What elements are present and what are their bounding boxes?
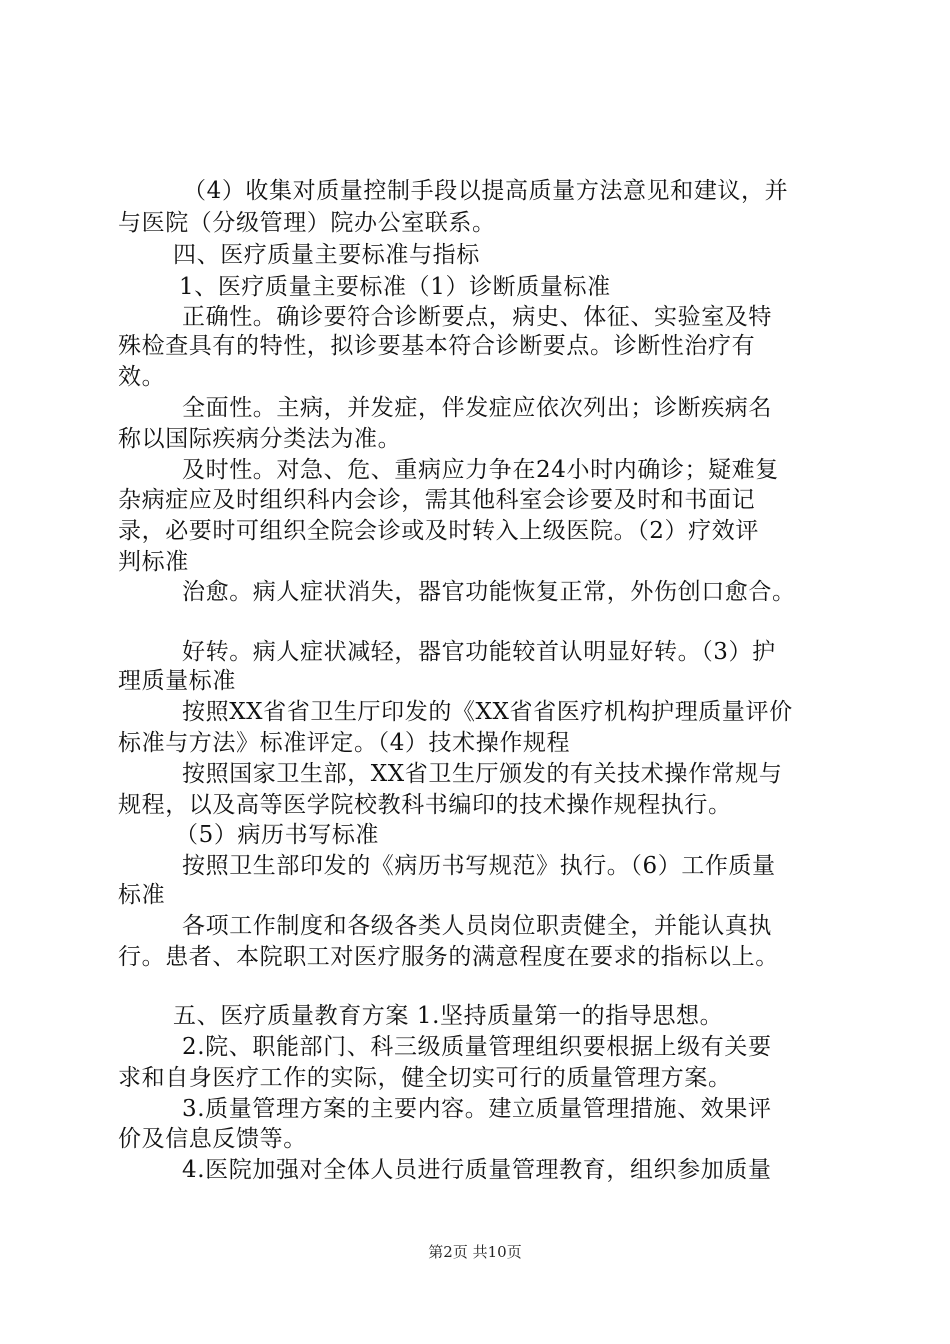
section-heading: 五、医疗质量教育方案 1.坚持质量第一的指导思想。 <box>173 1003 724 1029</box>
section-heading: 四、医疗质量主要标准与指标 <box>173 242 480 268</box>
paragraph-line: 理质量标准 <box>118 668 236 694</box>
paragraph-line: 按照国家卫生部，XX省卫生厅颁发的有关技术操作常规与 <box>182 761 783 787</box>
paragraph-line: 殊检查具有的特性，拟诊要基本符合诊断要点。诊断性治疗有 <box>118 333 756 359</box>
paragraph-line: 效。 <box>118 364 166 390</box>
paragraph-line: 好转。病人症状减轻，器官功能较首认明显好转。（3）护 <box>182 639 776 665</box>
paragraph-line: 按照XX省省卫生厅印发的《XX省省医疗机构护理质量评价 <box>182 699 793 725</box>
paragraph-line: 3.质量管理方案的主要内容。建立质量管理措施、效果评 <box>182 1096 772 1122</box>
paragraph-line: 标准 <box>118 882 166 908</box>
paragraph-line: 求和自身医疗工作的实际，健全切实可行的质量管理方案。 <box>118 1065 732 1091</box>
paragraph-line: 正确性。确诊要符合诊断要点，病史、体征、实验室及特 <box>182 304 772 330</box>
paragraph-line: 录，必要时可组织全院会诊或及时转入上级医院。（2）疗效评 <box>118 518 759 544</box>
paragraph-line: 行。患者、本院职工对医疗服务的满意程度在要求的指标以上。 <box>118 944 779 970</box>
paragraph-line: 与医院（分级管理）院办公室联系。 <box>118 210 496 236</box>
paragraph-line: 4.医院加强对全体人员进行质量管理教育，组织参加质量 <box>182 1157 772 1183</box>
page-number-footer: 第2页 共10页 <box>428 1243 522 1261</box>
paragraph-line: 标准与方法》标准评定。（4）技术操作规程 <box>118 730 571 756</box>
paragraph-line: 价及信息反馈等。 <box>118 1126 307 1152</box>
paragraph-line: 治愈。病人症状消失，器官功能恢复正常，外伤创口愈合。 <box>182 579 796 605</box>
subsection-heading: 1、医疗质量主要标准（1）诊断质量标准 <box>179 274 611 300</box>
paragraph-line: （5）病历书写标准 <box>175 822 380 848</box>
paragraph-line: 全面性。主病，并发症，伴发症应依次列出；诊断疾病名 <box>182 395 772 421</box>
paragraph-line: 按照卫生部印发的《病历书写规范》执行。（6）工作质量 <box>182 853 776 879</box>
paragraph-line: 各项工作制度和各级各类人员岗位职责健全，并能认真执 <box>182 913 772 939</box>
paragraph-line: 规程，以及高等医学院校教科书编印的技术操作规程执行。 <box>118 792 732 818</box>
paragraph-line: 及时性。对急、危、重病应力争在24小时内确诊；疑难复 <box>182 457 779 483</box>
paragraph-line: 杂病症应及时组织科内会诊，需其他科室会诊要及时和书面记 <box>118 487 756 513</box>
paragraph-line: （4）收集对质量控制手段以提高质量方法意见和建议，并 <box>183 178 789 204</box>
paragraph-line: 2.院、职能部门、科三级质量管理组织要根据上级有关要 <box>182 1034 772 1060</box>
paragraph-line: 称以国际疾病分类法为准。 <box>118 426 402 452</box>
paragraph-line: 判标准 <box>118 549 189 575</box>
